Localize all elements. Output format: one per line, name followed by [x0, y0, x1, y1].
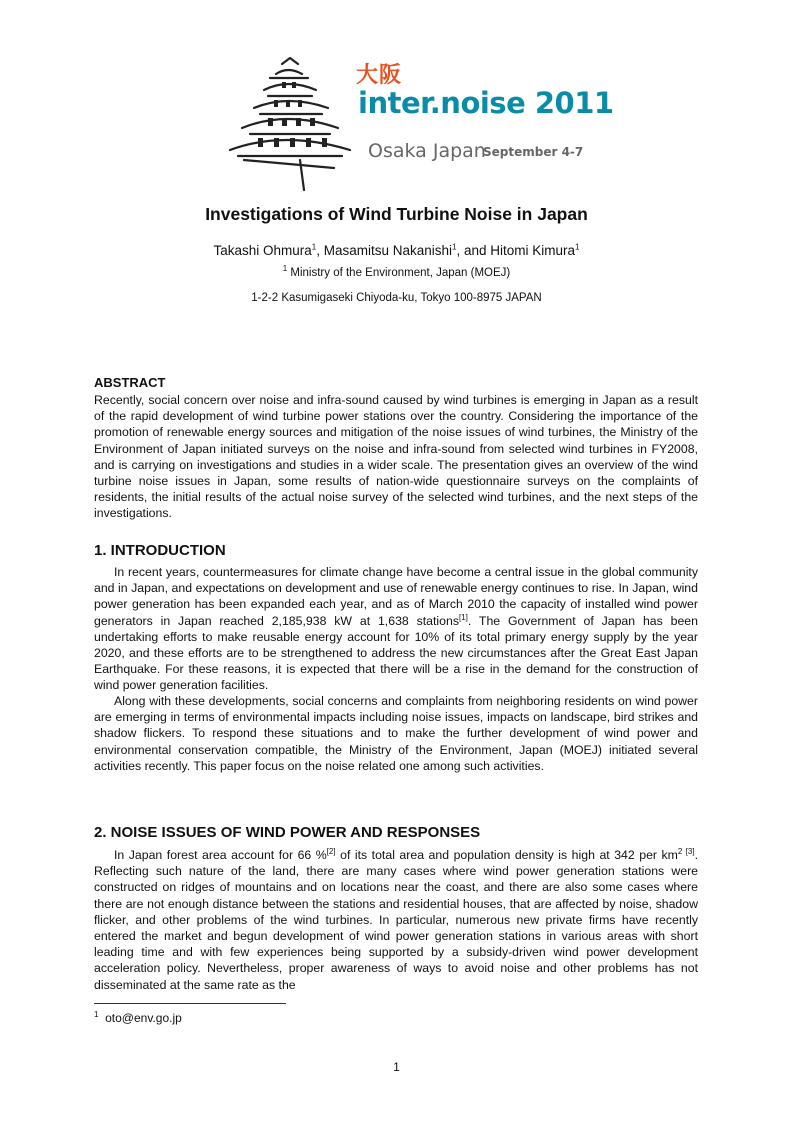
paragraph-text: . The Government of Japan has been undertaking efforts to make reusable energy account for 10% of its total primary energy supply by the year 2020, and these efforts are to be strengthened to address the new circumstances after the Great East Japan Earthquake. For these reasons, it is expected that there will be a rise in the demand for the construction of wind power generation facilities. [94, 613, 698, 693]
osaka-castle-icon [224, 56, 354, 191]
conference-dates: September 4-7 [483, 145, 584, 159]
affiliation-mark: 1 [282, 264, 288, 274]
section-1-paragraph-2: Along with these developments, social concerns and complaints from neighboring residents on wind power are emerging in terms of environmental impacts including noise issues, impacts on landscape, bird strikes and shadow flickers. To respond these situations and to make the further development of wind power and environmental conservation compatible, the Ministry of the Environment, Japan (MOEJ) initiated several activities recently. This paper focus on the noise related one among such activities. [94, 694, 698, 773]
address: 1-2-2 Kasumigaseki Chiyoda-ku, Tokyo 100-8975 JAPAN [251, 292, 542, 304]
section-1-heading: 1. INTRODUCTION [94, 542, 226, 559]
author-affiliation-mark: 1 [311, 242, 317, 252]
author-name: Masamitsu Nakanishi [323, 243, 453, 258]
author-name: Hitomi Kimura [490, 243, 576, 258]
author-separator: , [316, 243, 324, 258]
affiliation-text: Ministry of the Environment, Japan (MOEJ) [290, 267, 511, 279]
paragraph-text: In Japan forest area account for 66 % [114, 848, 327, 862]
citation-ref: [1] [458, 612, 468, 622]
section-2-heading: 2. NOISE ISSUES OF WIND POWER AND RESPONSES [94, 824, 481, 841]
paper-title: Investigations of Wind Turbine Noise in Japan [205, 204, 588, 224]
conference-brand: inter.noise 2011 [358, 86, 614, 120]
page-number: 1 [393, 1060, 400, 1074]
author-list [0, 243, 793, 258]
author-affiliation-mark: 1 [452, 242, 457, 252]
citation-ref: [2] [326, 846, 336, 856]
footnote-mark: 1 [94, 1010, 99, 1019]
paragraph-text: of its total area and population density is high at 342 per km [335, 848, 678, 862]
conference-place: Osaka Japan [368, 140, 486, 162]
author-separator: , and [456, 243, 491, 258]
affiliation [0, 264, 793, 279]
osaka-kanji: 大阪 [356, 63, 403, 88]
abstract-heading: ABSTRACT [94, 375, 166, 390]
footnote-divider [94, 1003, 286, 1004]
paragraph-text: In recent years, countermeasures for climate change have become a central issue in the global community and in Japan, and expectations on development and use of renewable energy continues to rise. In Japan, wind power generation has been expanded each year, and as of March 2010 the capacity of installed wind power generators in Japan reached 2,185,938 kW at 1,638 stations [94, 565, 698, 628]
author-affiliation-mark: 1 [575, 242, 580, 252]
paragraph-text: . Reflecting such nature of the land, there are many cases where wind power generation stations were constructed on ridges of mountains and on locations near the coast, and there are also some cases where there are not enough distance between the stations and residential houses, that are affected by noise, shadow flicker, and other problems of the wind turbines. In particular, numerous new private firms have recently entered the market and begun development of wind power generation stations in various areas with short leading time and with few experiences being supported by a subsidy-driven wind power development acceleration policy. Nevertheless, proper awareness of ways to avoid noise and other problems has not disseminated at the same rate as the [94, 848, 698, 992]
footnote-email[interactable]: oto@env.go.jp [105, 1011, 182, 1025]
conference-logo [224, 56, 614, 191]
footnote [94, 1011, 182, 1025]
citation-ref: [3] [682, 846, 695, 856]
author-name: Takashi Ohmura [213, 243, 312, 258]
superscript-exponent: 2 [677, 846, 683, 856]
section-1-paragraph-1 [94, 564, 698, 694]
section-2-paragraph-1 [94, 847, 698, 993]
abstract-text: Recently, social concern over noise and infra-sound caused by wind turbines is emerging in Japan as a result of the rapid development of wind turbine power stations over the country. Considering the importance of the promotion of renewable energy sources and mitigation of the noise issues of wind turbines, the Ministry of the Environment of Japan initiated surveys on the noise and infra-sound from selected wind turbines in FY2008, and is carrying on investigations and studies in a wider scale. The presentation gives an overview of the wind turbine noise issues in Japan, some results of nation-wide questionnaire surveys on the complaints of residents, the initial results of the actual noise survey of the selected wind turbines, and the next steps of the investigations. [94, 393, 698, 521]
